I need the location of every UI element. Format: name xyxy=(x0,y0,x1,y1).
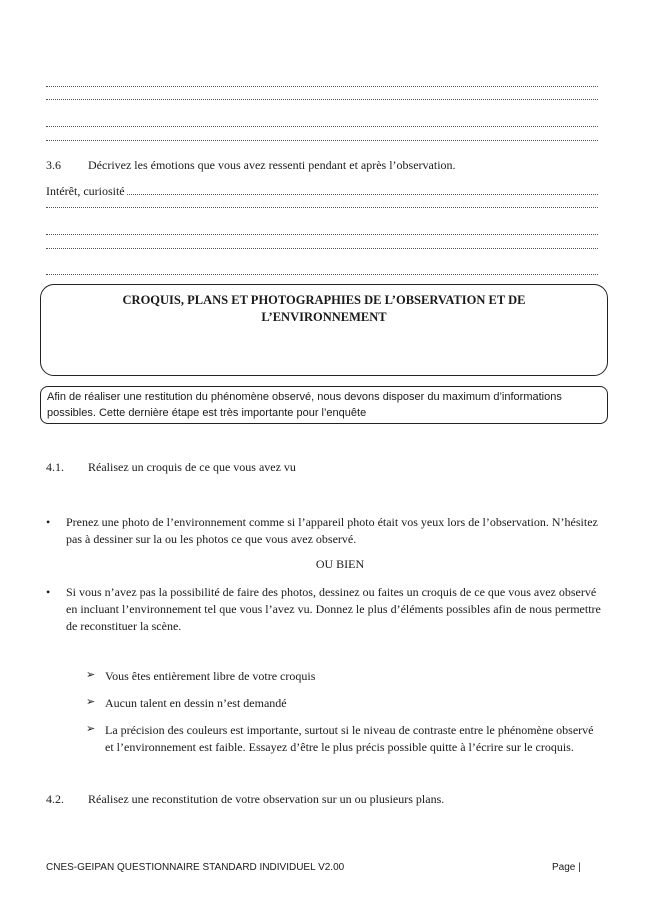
question-text: Réalisez une reconstitution de votre observation sur un ou plusieurs plans. xyxy=(88,792,445,806)
arrow-bullet-icon: ➢ xyxy=(86,723,96,735)
answer-line[interactable] xyxy=(46,99,598,100)
sub-item-line: La précision des couleurs est importante, surtout si le niveau de contraste entre le phénomène observé xyxy=(105,723,594,737)
answer-line[interactable] xyxy=(46,274,598,275)
answer-line[interactable] xyxy=(46,126,598,127)
answer-line[interactable] xyxy=(46,194,598,195)
or-separator: OU BIEN xyxy=(315,557,365,571)
section-title-line-2: L’ENVIRONNEMENT xyxy=(261,310,387,324)
answer-line[interactable] xyxy=(46,234,598,235)
info-note-text xyxy=(47,389,601,421)
arrow-bullet-icon: ➢ xyxy=(86,696,96,708)
info-note-box xyxy=(40,386,608,424)
answer-prefix: Intérêt, curiosité xyxy=(46,184,125,198)
sub-item-text: Vous êtes entièrement libre de votre croquis xyxy=(105,669,316,683)
question-number: 4.2. xyxy=(46,792,64,806)
question-text: Décrivez les émotions que vous avez ressenti pendant et après l’observation. xyxy=(88,158,456,172)
footer-doc-id: CNES-GEIPAN QUESTIONNAIRE STANDARD INDIVIDUEL V2.00 xyxy=(46,862,345,873)
question-text: Réalisez un croquis de ce que vous avez vu xyxy=(88,460,296,474)
info-note-line-1: Afin de réaliser une restitution du phénomène observé, nous devons disposer du maximum d’informations xyxy=(47,391,562,403)
bullet-line: de reconstituer la scène. xyxy=(66,619,182,633)
footer-page-label: Page | xyxy=(552,862,581,873)
section-title-line-1: CROQUIS, PLANS ET PHOTOGRAPHIES DE L’OBSERVATION ET DE xyxy=(122,293,526,307)
question-number: 4.1. xyxy=(46,460,64,474)
section-title xyxy=(101,292,547,326)
answer-line[interactable] xyxy=(46,86,598,87)
bullet-line: Si vous n’avez pas la possibilité de faire des photos, dessinez ou faites un croquis de ce que vous avez observé xyxy=(66,585,597,599)
info-note-line-2: possibles. Cette dernière étape est très importante pour l’enquête xyxy=(47,407,367,419)
question-number: 3.6 xyxy=(46,158,61,172)
answer-line[interactable] xyxy=(46,207,598,208)
sub-item-line: et l’environnement est faible. Essayez d’être le plus précis possible quitte à l’écrire sur le croquis. xyxy=(105,740,574,754)
answer-line[interactable] xyxy=(46,248,598,249)
bullet-icon: • xyxy=(46,585,51,599)
answer-line[interactable] xyxy=(46,140,598,141)
bullet-line: Prenez une photo de l’environnement comme si l’appareil photo était vos yeux lors de l’observation. N’hésitez xyxy=(66,515,598,529)
arrow-bullet-icon: ➢ xyxy=(86,669,96,681)
bullet-line: pas à dessiner sur la ou les photos ce que vous avez observé. xyxy=(66,532,357,546)
bullet-icon: • xyxy=(46,515,51,529)
bullet-line: en incluant l’environnement tel que vous l’avez vu. Donnez le plus d’éléments possibles afin de nous permettre xyxy=(66,602,601,616)
section-title-box xyxy=(40,284,608,376)
sub-item-text: Aucun talent en dessin n’est demandé xyxy=(105,696,287,710)
